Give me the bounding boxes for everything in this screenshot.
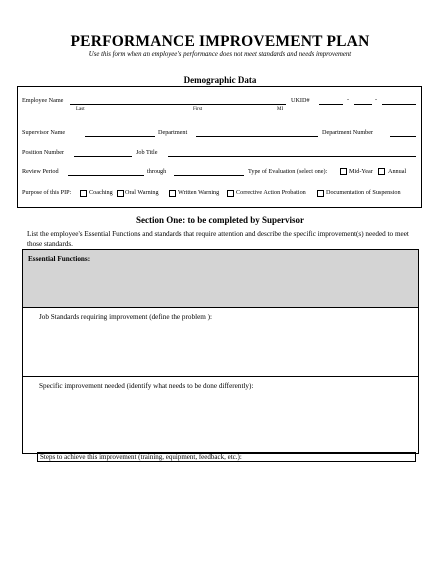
essential-functions-area[interactable] xyxy=(23,250,418,308)
section-one-box xyxy=(22,249,419,454)
mid-year-label: Mid-Year xyxy=(349,168,373,175)
demographic-box xyxy=(17,86,422,208)
coaching-label: Coaching xyxy=(89,189,113,196)
demographic-title: Demographic Data xyxy=(183,75,257,85)
mi-label: MI xyxy=(277,107,284,112)
department-number-field[interactable] xyxy=(390,136,416,137)
through-label: through xyxy=(147,168,167,175)
form-subtitle: Use this form when an employee's performance does not meet standards and needs improvement xyxy=(88,51,352,58)
form-title: PERFORMANCE IMPROVEMENT PLAN xyxy=(70,33,370,50)
section-one-title: Section One: to be completed by Supervisor xyxy=(136,215,304,225)
annual-checkbox[interactable] xyxy=(378,168,385,175)
specific-improvement-area[interactable] xyxy=(23,377,418,453)
department-number-label: Department Number xyxy=(322,129,374,136)
ukid-field-1[interactable] xyxy=(319,104,343,105)
ukid-field-3[interactable] xyxy=(382,104,416,105)
oral-warning-checkbox[interactable] xyxy=(117,190,124,197)
first-label: First xyxy=(193,107,203,112)
essential-functions-label: Essential Functions: xyxy=(28,255,91,263)
coaching-checkbox[interactable] xyxy=(80,190,87,197)
department-label: Department xyxy=(158,129,188,136)
specific-improvement-label: Specific improvement needed (identify what needs to be done differently): xyxy=(39,382,254,390)
steps-to-achieve-area[interactable] xyxy=(37,452,416,462)
steps-to-achieve-label: Steps to achieve this improvement (training, equipment, feedback, etc.): xyxy=(40,453,242,461)
employee-name-field[interactable] xyxy=(70,104,286,105)
annual-label: Annual xyxy=(388,168,407,175)
written-warning-label: Written Warning xyxy=(178,189,220,196)
review-end-field[interactable] xyxy=(174,175,244,176)
job-standards-area[interactable] xyxy=(23,308,418,377)
position-number-field[interactable] xyxy=(74,156,132,157)
type-of-evaluation-label: Type of Evaluation (select one): xyxy=(248,168,328,175)
corrective-action-probation-label: Corrective Action Probation xyxy=(236,189,306,196)
supervisor-name-label: Supervisor Name xyxy=(22,129,66,136)
job-title-field[interactable] xyxy=(168,156,416,157)
employee-name-label: Employee Name xyxy=(22,97,64,104)
written-warning-checkbox[interactable] xyxy=(169,190,176,197)
job-title-label: Job Title xyxy=(136,149,158,156)
review-start-field[interactable] xyxy=(68,175,144,176)
purpose-label: Purpose of this PIP: xyxy=(22,189,72,196)
department-field[interactable] xyxy=(196,136,318,137)
job-standards-label: Job Standards requiring improvement (define the problem ): xyxy=(39,313,213,321)
corrective-action-probation-checkbox[interactable] xyxy=(227,190,234,197)
ukid-dash-2: - xyxy=(375,96,378,103)
oral-warning-label: Oral Warning xyxy=(125,189,159,196)
supervisor-name-field[interactable] xyxy=(85,136,155,137)
review-period-label: Review Period xyxy=(22,168,59,175)
documentation-of-suspension-label: Documentation of Suspension xyxy=(326,189,401,196)
section-one-instructions: List the employee's Essential Functions and standards that require attention and describe the specific improvement(s) needed to meet those standards. xyxy=(27,230,409,248)
ukid-dash-1: - xyxy=(347,96,350,103)
ukid-field-2[interactable] xyxy=(354,104,372,105)
ukid-label: UKID# xyxy=(291,97,310,104)
mid-year-checkbox[interactable] xyxy=(340,168,347,175)
last-label: Last xyxy=(76,107,85,112)
position-number-label: Position Number xyxy=(22,149,65,156)
documentation-of-suspension-checkbox[interactable] xyxy=(317,190,324,197)
